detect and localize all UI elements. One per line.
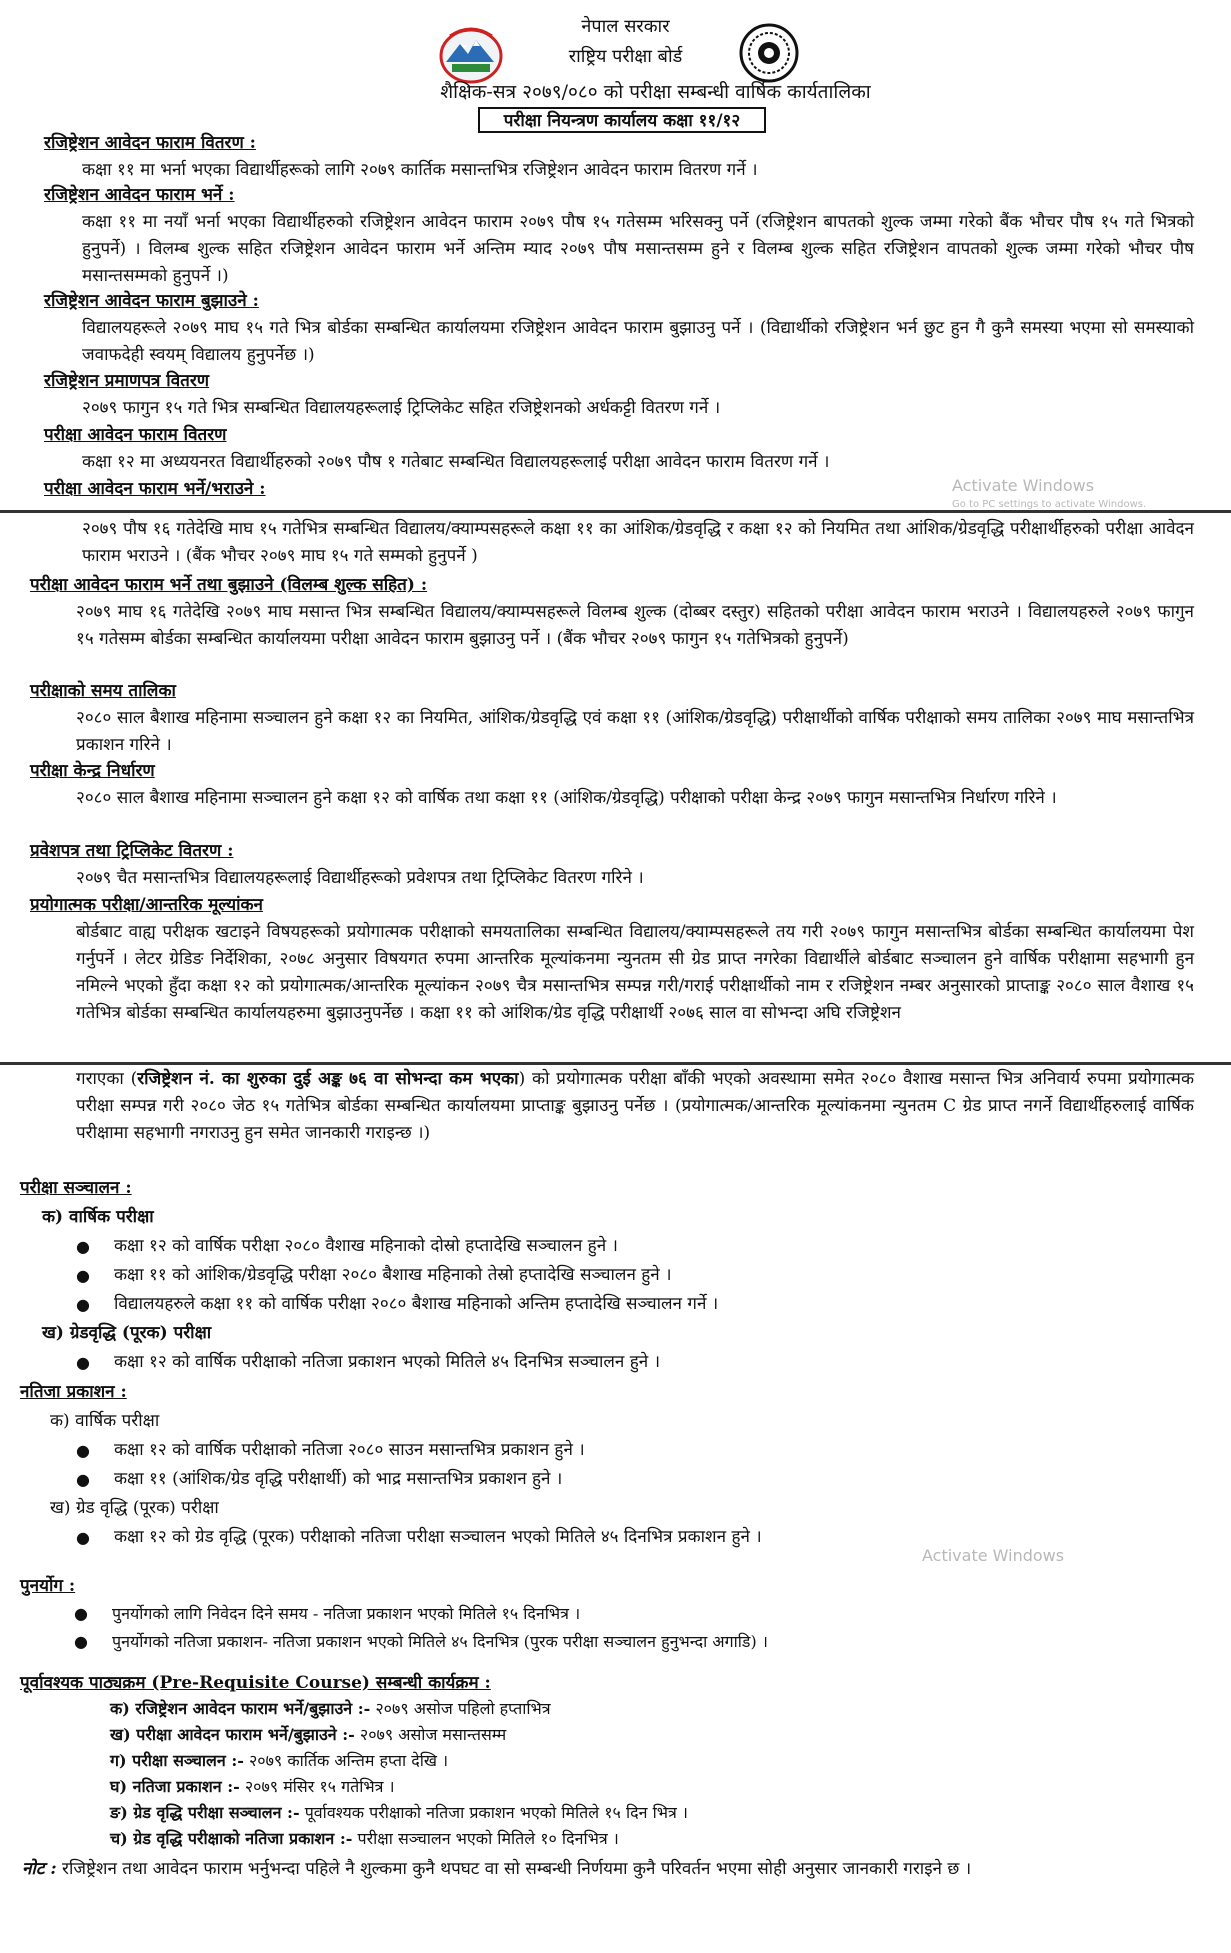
section-text: विद्यालयहरूले २०७९ माघ १५ गते भित्र बोर्डका सम्बन्धित कार्यालयमा रजिष्ट्रेशन आवेदन फाराम बुझाउनु पर्ने । (विद्यार्थीको रजिष्ट्रेशन भर्न छुट हुन गै कुनै समस्या भएमा सो समस्याको जवाफदेही स्वयम् विद्यालय हुनुपर्नेछ ।): [82, 318, 1194, 365]
note-text: नोट : रजिष्ट्रेशन तथा आवेदन फाराम भर्नुभन्दा पहिले नै शुल्कमा कुनै थपघट वा सो सम्बन्धी निर्णयमा कुनै परिवर्तन भएमा सोही अनुसार जानकारी गराइने छ ।: [22, 1859, 972, 1879]
section-text: २०७९ पौष १६ गतेदेखि माघ १५ गतेभित्र सम्बन्धित विद्यालय/क्याम्पसहरूले कक्षा ११ का आंशिक/ग्रेडवृद्धि र कक्षा १२ को नियमित तथा आंशिक/ग्रेडवृद्धि परीक्षार्थीहरुको परीक्षा आवेदन फाराम भराउने । (बैंक भौचर २०७९ माघ १५ गते सम्मको हुनुपर्ने ): [82, 519, 1194, 566]
section-heading: परीक्षा आवेदन फाराम भर्ने/भराउने :: [44, 479, 266, 499]
prerequisite-row: ख) परीक्षा आवेदन फाराम भर्ने/बुझाउने :- २०७९ असोज मसान्तसम्म: [110, 1725, 507, 1744]
annual-exam-subheading: क) वार्षिक परीक्षा: [42, 1207, 154, 1227]
section-heading: रजिष्ट्रेशन आवेदन फाराम वितरण :: [44, 133, 256, 153]
document-header: [0, 0, 1231, 130]
result-publication: [20, 1378, 1194, 1552]
list-item: ● विद्यालयहरुले कक्षा ११ को वार्षिक परीक्षा २०८० बैशाख महिनाको अन्तिम हप्तादेखि सञ्चालन गर्ने ।: [64, 1290, 1194, 1319]
prerequisite-row: ग) परीक्षा सञ्चालन :- २०७९ कार्तिक अन्तिम हप्ता देखि ।: [110, 1751, 449, 1770]
list-item: ● कक्षा ११ को आंशिक/ग्रेडवृद्धि परीक्षा २०८० बैशाख महिनाको तेस्रो हप्तादेखि सञ्चालन हुने ।: [64, 1261, 1194, 1290]
section-text: २०८० साल बैशाख महिनामा सञ्चालन हुने कक्षा १२ का नियमित, आंशिक/ग्रेडवृद्धि एवं कक्षा ११ (आंशिक/ग्रेडवृद्धि) परीक्षार्थीको वार्षिक परीक्षाको समय तालिका २०७९ माघ मसान्तभित्र प्रकाशन गरिने ।: [76, 708, 1194, 755]
activate-windows-watermark: Activate Windows: [952, 476, 1095, 495]
list-item: ● कक्षा १२ को वार्षिक परीक्षा २०८० वैशाख महिनाको दोस्रो हप्तादेखि सञ्चालन हुने ।: [64, 1232, 1194, 1261]
section-heading: प्रवेशपत्र तथा ट्रिप्लिकेट वितरण :: [30, 841, 234, 861]
exam-timetable: [30, 678, 1194, 759]
annual-exam-list: [20, 1232, 1194, 1319]
section-text: २०७९ चैत मसान्तभित्र विद्यालयहरूलाई विद्यार्थीहरूको प्रवेशपत्र तथा ट्रिप्लिकेट वितरण गरिने ।: [76, 868, 644, 888]
section-heading: परीक्षा आवेदन फाराम भर्ने तथा बुझाउने (विलम्ब शुल्क सहित) :: [30, 575, 428, 595]
list-item: ● कक्षा १२ को वार्षिक परीक्षाको नतिजा प्रकाशन भएको मितिले ४५ दिनभित्र सञ्चालन हुने ।: [64, 1348, 1194, 1377]
section-text: कक्षा ११ मा भर्ना भएका विद्यार्थीहरूको लागि २०७९ कार्तिक मसान्तभित्र रजिष्ट्रेशन आवेदन फाराम वितरण गर्ने ।: [82, 160, 758, 180]
registration-form-submit: [44, 288, 1194, 369]
activate-windows-subtext: Go to PC settings to activate Windows.: [952, 499, 1147, 510]
list-item: ● कक्षा १२ को वार्षिक परीक्षाको नतिजा २०८० साउन मसान्तभित्र प्रकाशन हुने ।: [64, 1436, 1194, 1465]
section-text: २०७९ माघ १६ गतेदेखि २०७९ माघ मसान्त भित्र सम्बन्धित विद्यालय/क्याम्पसहरूले विलम्ब शुल्क (दोब्बर दस्तुर) सहितको परीक्षा आवेदन फाराम भराउने । विद्यालयहरुले २०७९ फागुन १५ गतेसम्म बोर्डका सम्बन्धित कार्यालयमा परीक्षा आवेदन फाराम बुझाउनु पर्ने । (बैंक भौचर २०७९ फागुन १५ गतेभित्रको हुनुपर्ने): [76, 602, 1194, 649]
section-heading: नतिजा प्रकाशन :: [20, 1382, 127, 1402]
annual-result-list: [20, 1436, 1194, 1494]
section-text: २०८० साल बैशाख महिनामा सञ्चालन हुने कक्षा १२ को वार्षिक तथा कक्षा ११ (आंशिक/ग्रेडवृद्धि) परीक्षाको परीक्षा केन्द्र २०७९ फागुन मसान्तभित्र निर्धारण गरिने ।: [76, 788, 1057, 808]
annual-result-subheading: क) वार्षिक परीक्षा: [50, 1411, 160, 1431]
section-text: बोर्डबाट वाह्य परीक्षक खटाइने विषयहरूको प्रयोगात्मक परीक्षाको समयतालिका सम्बन्धित विद्यालय/क्याम्पसहरूले तय गरी २०७९ फागुन मसान्तभित्र बोर्डका सम्बन्धित कार्यालयमा पेश गर्नुपर्ने । लेटर ग्रेडिङ निर्देशिका, २०७८ अनुसार विषयगत रुपमा आन्तरिक मूल्यांकनमा न्युनतम सी ग्रेड प्राप्त नगरेका विद्यार्थीले बोर्डबाट सञ्चालन हुने वार्षिक परीक्षामा सहभागी हुन नमिल्ने भएको हुँदा कक्षा १२ को प्रयोगात्मक/आन्तरिक मूल्यांकन २०७९ चैत्र मसान्तभित्र सम्पन्न गरी/गराई परीक्षार्थीको नाम र रजिष्ट्रेशन नम्बर अनुसारको प्राप्ताङ्क २०८० साल वैशाख १५ गतेभित्र बोर्डका सम्बन्धित कार्यालयहरुमा बुझाउनुपर्नेछ । कक्षा ११ को आंशिक/ग्रेड वृद्धि परीक्षार्थी २०७६ साल वा सोभन्दा अघि रजिष्ट्रेशन: [76, 922, 1194, 1023]
prerequisite-row: घ) नतिजा प्रकाशन :- २०७९ मंसिर १५ गतेभित्र ।: [110, 1777, 395, 1796]
screenshot-divider: [0, 510, 1231, 513]
section-heading: प्रयोगात्मक परीक्षा/आन्तरिक मूल्यांकन: [30, 895, 263, 915]
exam-form-fill-text: [44, 516, 1194, 570]
section-heading: परीक्षाको समय तालिका: [30, 681, 176, 701]
office-title-box: परीक्षा नियन्त्रण कार्यालय कक्षा ११/१२: [478, 107, 766, 133]
section-heading: परीक्षा सञ्चालन :: [20, 1178, 132, 1198]
practical-evaluation-continued: [30, 1066, 1194, 1147]
prerequisite-row: ङ) ग्रेड वृद्धि परीक्षा सञ्चालन :- पूर्वावश्यक परीक्षाको नतिजा प्रकाशन भएको मितिले १५ दिन भित्र ।: [110, 1803, 688, 1822]
supplementary-exam-subheading: ख) ग्रेडवृद्धि (पूरक) परीक्षा: [42, 1323, 212, 1343]
section-text: कक्षा १२ मा अध्ययनरत विद्यार्थीहरुको २०७९ पौष १ गतेबाट सम्बन्धित विद्यालयहरूलाई परीक्षा आवेदन फाराम वितरण गर्ने ।: [82, 452, 830, 472]
exam-conduct: [20, 1174, 1194, 1377]
board-name: राष्ट्रिय परीक्षा बोर्ड: [568, 46, 683, 67]
activate-windows-watermark-2: Activate Windows: [922, 1546, 1065, 1565]
section-heading: पुनर्योग :: [20, 1576, 76, 1596]
exam-centre-determination: [30, 758, 1194, 812]
list-item: ● पुनर्योगको नतिजा प्रकाशन- नतिजा प्रकाशन भएको मितिले ४५ दिनभित्र (पुरक परीक्षा सञ्चालन हुनुभन्दा अगाडि) ।: [62, 1628, 1194, 1656]
list-item: ● कक्षा १२ को ग्रेड वृद्धि (पूरक) परीक्षाको नतिजा परीक्षा सञ्चालन भएको मितिले ४५ दिनभित्र प्रकाशन हुने ।: [64, 1523, 1194, 1552]
exam-form-late-fee: [30, 572, 1194, 653]
registration-certificate-distribution: [44, 368, 1194, 422]
prerequisite-course-program: [20, 1670, 1194, 1852]
section-text: २०७९ फागुन १५ गते भित्र सम्बन्धित विद्यालयहरूलाई ट्रिप्लिकेट सहित रजिष्ट्रेशनको अर्धकट्टी वितरण गर्ने ।: [82, 398, 721, 418]
practical-internal-evaluation: [30, 892, 1194, 1027]
section-text: गराएका (रजिष्ट्रेशन नं. का शुरुका दुई अङ्क ७६ वा सोभन्दा कम भएका) को प्रयोगात्मक परीक्षा बाँकी भएको अवस्थामा समेत २०८० वैशाख मसान्त भित्र अनिवार्य रुपमा प्रयोगात्मक परीक्षा सम्पन्न गरी २०८० जेठ १५ गतेभित्र बोर्डका सम्बन्धित कार्यालयमा प्राप्ताङ्क बुझाउनु पर्नेछ । (प्रयोगात्मक/आन्तरिक मूल्यांकनमा न्युनतम C ग्रेड प्राप्त नगर्ने विद्यार्थीहरुलाई वार्षिक परीक्षामा सहभागी नगराउनु हुन समेत जानकारी गराइन्छ ।): [76, 1069, 1195, 1143]
section-heading: परीक्षा केन्द्र निर्धारण: [30, 761, 155, 781]
list-item: ● पुनर्योगको लागि निवेदन दिने समय - नतिजा प्रकाशन भएको मितिले १५ दिनभित्र ।: [62, 1600, 1194, 1628]
section-heading: परीक्षा आवेदन फाराम वितरण: [44, 425, 227, 445]
section-heading: पूर्वावश्यक पाठ्यक्रम (Pre-Requisite Course) सम्बन्धी कार्यक्रम :: [20, 1673, 491, 1693]
schedule-title: शैक्षिक-सत्र २०७९/०८० को परीक्षा सम्बन्धी वार्षिक कार्यतालिका: [440, 81, 871, 103]
note-label: नोट :: [22, 1859, 57, 1879]
section-heading: रजिष्ट्रेशन प्रमाणपत्र वितरण: [44, 371, 210, 391]
section-heading: रजिष्ट्रेशन आवेदन फाराम बुझाउने :: [44, 291, 259, 311]
exam-form-distribution: [44, 422, 1194, 476]
prerequisite-row: च) ग्रेड वृद्धि परीक्षाको नतिजा प्रकाशन :- परीक्षा सञ्चालन भएको मितिले १० दिनभित्र ।: [110, 1829, 619, 1848]
board-seal-icon: [738, 22, 800, 84]
prerequisite-rows: [20, 1696, 1194, 1852]
government-name: नेपाल सरकार: [581, 16, 670, 37]
admit-card-distribution: [30, 838, 1194, 892]
registration-number-note: रजिष्ट्रेशन नं. का शुरुका दुई अङ्क ७६ वा सोभन्दा कम भएका: [137, 1069, 519, 1089]
supplementary-result-subheading: ख) ग्रेड वृद्धि (पूरक) परीक्षा: [50, 1498, 219, 1518]
screenshot-divider-2: [0, 1062, 1231, 1065]
recount-list: [20, 1600, 1194, 1656]
registration-form-distribution: [44, 130, 1194, 184]
note: [22, 1856, 1194, 1883]
section-text: कक्षा ११ मा नयाँ भर्ना भएका विद्यार्थीहरुको रजिष्ट्रेशन आवेदन फाराम २०७९ पौष १५ गतेसम्म भरिसक्नु पर्ने (रजिष्ट्रेशन बापतको शुल्क जम्मा गरेको बैंक भौचर पौष १५ गते भित्रको हुनुपर्ने) । विलम्ब शुल्क सहित रजिष्ट्रेशन आवेदन फाराम भर्ने अन्तिम म्याद २०७९ पौष मसान्तसम्म हुने र विलम्ब शुल्क सहित रजिष्ट्रेशन वापतको शुल्क जम्मा गरेको भौचर पौष मसान्तसम्मको हुनुपर्ने ।): [82, 212, 1194, 286]
supplementary-exam-list: [20, 1348, 1194, 1377]
section-heading: रजिष्ट्रेशन आवेदन फाराम भर्ने :: [44, 185, 235, 205]
registration-form-fill: [44, 182, 1194, 290]
recount: [20, 1572, 1194, 1656]
list-item: ● कक्षा ११ (आंशिक/ग्रेड वृद्धि परीक्षार्थी) को भाद्र मसान्तभित्र प्रकाशन हुने ।: [64, 1465, 1194, 1494]
prerequisite-row: क) रजिष्ट्रेशन आवेदन फाराम भर्ने/बुझाउने :- २०७९ असोज पहिलो हप्ताभित्र: [110, 1699, 551, 1718]
